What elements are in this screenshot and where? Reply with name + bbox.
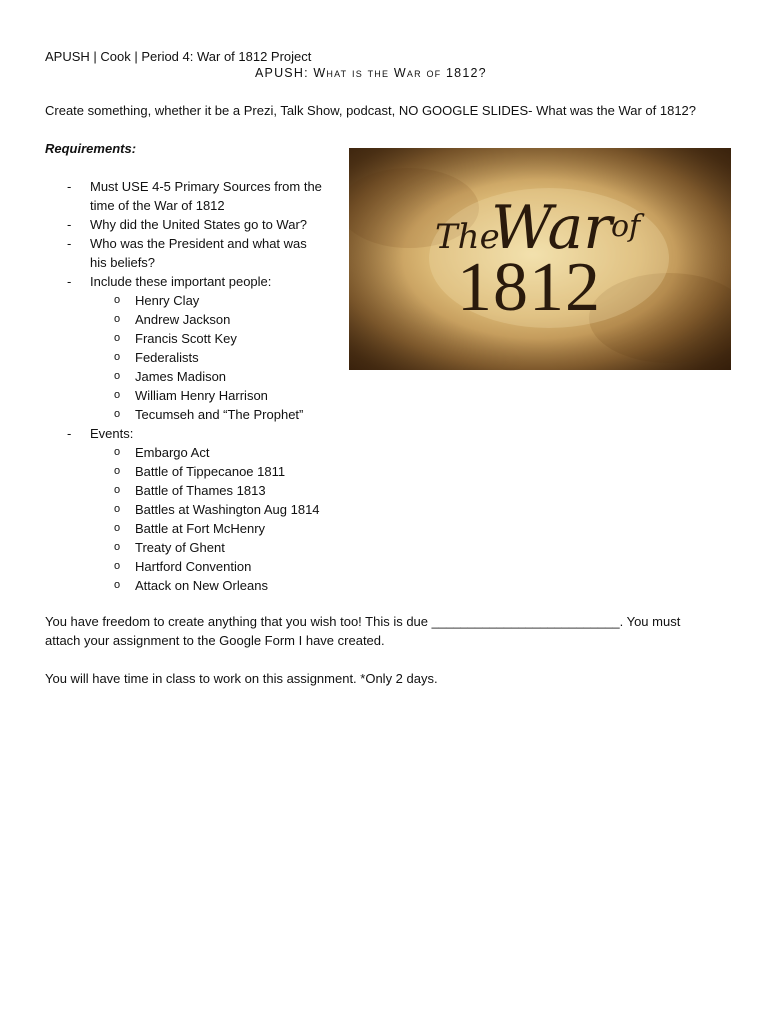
dash-marker: - — [67, 274, 72, 289]
requirements-heading: Requirements: — [45, 141, 137, 156]
bullet-marker: o — [114, 560, 121, 572]
dash-marker: - — [67, 217, 72, 232]
bullet-marker: o — [114, 408, 121, 420]
war-of-1812-image — [349, 148, 731, 370]
title-artwork — [349, 148, 731, 370]
requirement-text: time of the War of 1812 — [90, 198, 225, 213]
dash-marker: - — [67, 179, 72, 194]
list-item: Henry Clay — [135, 293, 200, 308]
image-year: 1812 — [457, 249, 601, 326]
bullet-marker: o — [114, 541, 121, 553]
requirement-text: Why did the United States go to War? — [90, 217, 308, 232]
bullet-marker: o — [114, 503, 121, 515]
document-subtitle: APUSH: What is the War of 1812? — [255, 66, 487, 80]
list-item: Attack on New Orleans — [135, 578, 268, 593]
requirement-text: Include these important people: — [90, 274, 272, 289]
header-line: APUSH | Cook | Period 4: War of 1812 Project — [45, 49, 312, 64]
list-item: Battle of Tippecanoe 1811 — [135, 464, 286, 479]
class-time-note: You will have time in class to work on this assignment. *Only 2 days. — [45, 671, 438, 686]
list-item: Battle at Fort McHenry — [135, 521, 266, 536]
dash-marker: - — [67, 426, 72, 441]
requirement-text: his beliefs? — [90, 255, 156, 270]
bullet-marker: o — [114, 351, 121, 363]
bullet-marker: o — [114, 446, 121, 458]
list-item: Tecumseh and “The Prophet” — [135, 407, 304, 422]
bullet-marker: o — [114, 579, 121, 591]
bullet-marker: o — [114, 389, 121, 401]
list-item: Federalists — [135, 350, 199, 365]
bullet-marker: o — [114, 294, 121, 306]
image-word-war: War — [491, 193, 612, 263]
due-date-paragraph-continued: attach your assignment to the Google Form I have created. — [45, 633, 385, 648]
list-item: Battle of Thames 1813 — [135, 483, 266, 498]
list-item: James Madison — [135, 369, 227, 384]
bullet-marker: o — [114, 484, 121, 496]
events-label: Events: — [90, 426, 134, 441]
bullet-marker: o — [114, 313, 121, 325]
image-word-the: The — [435, 217, 500, 257]
list-item: Treaty of Ghent — [135, 540, 225, 555]
intro-paragraph: Create something, whether it be a Prezi, Talk Show, podcast, NO GOOGLE SLIDES- What was the War of 1812? — [45, 103, 697, 118]
requirement-text: Must USE 4-5 Primary Sources from the — [90, 179, 322, 194]
list-item: Battles at Washington Aug 1814 — [135, 502, 320, 517]
list-item: Hartford Convention — [135, 559, 252, 574]
bullet-marker: o — [114, 370, 121, 382]
bullet-marker: o — [114, 332, 121, 344]
list-item: Andrew Jackson — [135, 312, 231, 327]
bullet-marker: o — [114, 522, 121, 534]
list-item: Francis Scott Key — [135, 331, 237, 346]
list-item: Embargo Act — [135, 445, 210, 460]
due-date-paragraph: You have freedom to create anything that you wish too! This is due __________________________. You must — [45, 614, 681, 629]
requirement-text: Who was the President and what was — [90, 236, 307, 251]
image-word-of: of — [611, 209, 641, 244]
bullet-marker: o — [114, 465, 121, 477]
list-item: William Henry Harrison — [135, 388, 268, 403]
dash-marker: - — [67, 236, 72, 251]
